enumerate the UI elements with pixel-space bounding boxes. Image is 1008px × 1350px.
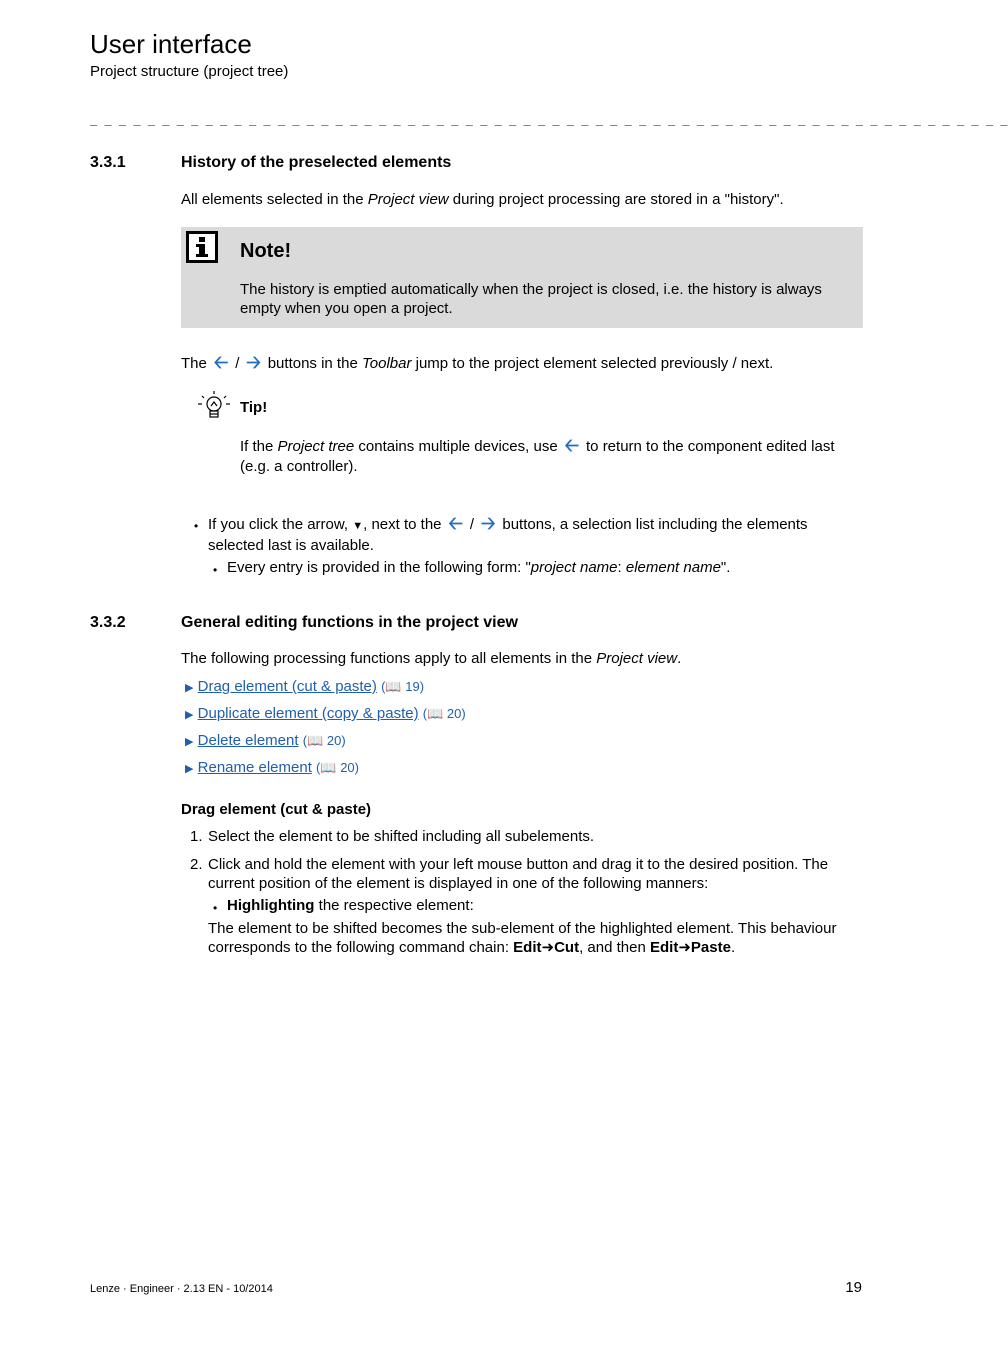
- book-icon: 📖: [385, 679, 402, 694]
- step-text-continued: current position of the element is displayed in one of the following manners:: [208, 875, 709, 892]
- triangle-right-icon: ▶: [185, 709, 194, 721]
- book-icon: 📖: [320, 760, 337, 775]
- section-title: History of the preselected elements: [181, 154, 452, 171]
- page-footer: Lenze · Engineer · 2.13 EN - 10/2014: [90, 1283, 273, 1295]
- link-rename-element[interactable]: Rename element: [197, 759, 312, 776]
- arrow-right-icon: 🡢: [246, 352, 261, 372]
- info-icon: [186, 231, 218, 263]
- link-delete-element[interactable]: Delete element: [197, 732, 299, 749]
- page-reference[interactable]: (📖 20): [422, 706, 466, 721]
- toolbar-buttons-paragraph: The 🡠 / 🡢 buttons in the Toolbar jump to the project element selected previously / next.: [181, 352, 774, 372]
- bullet-marker: •: [213, 901, 218, 915]
- arrow-right-icon: 🡢: [480, 513, 496, 533]
- tip-label: Tip!: [240, 399, 268, 416]
- triangle-right-icon: ▶: [185, 736, 194, 748]
- lightbulb-icon: [196, 389, 232, 423]
- link-item[interactable]: [185, 704, 466, 725]
- section-intro: The following processing functions apply to all elements in the Project view.: [181, 650, 682, 667]
- page-reference[interactable]: (📖 20): [302, 733, 346, 748]
- bullet-marker: •: [194, 519, 199, 533]
- header-divider: _ _ _ _ _ _ _ _ _ _ _ _ _ _ _ _ _ _ _ _ _ _ _ _ _ _ _ _ _ _ _ _ _ _ _ _ _ _ _ _ _ _ _ _ _ _ _ _ _ _ _ _ _ _ _ _ _ _ _ _ _ _ _ _: [90, 112, 1008, 126]
- book-icon: 📖: [307, 733, 324, 748]
- menu-arrow-icon: ➜: [678, 939, 691, 956]
- tip-text: If the Project tree contains multiple devices, use 🡠 to return to the component edited last: [240, 435, 835, 455]
- triangle-down-icon: ▼: [352, 520, 364, 532]
- link-drag-element[interactable]: Drag element (cut & paste): [197, 678, 377, 695]
- link-item[interactable]: [185, 731, 346, 752]
- link-duplicate-element[interactable]: Duplicate element (copy & paste): [197, 705, 419, 722]
- tip-text-continued: (e.g. a controller).: [240, 458, 358, 475]
- link-item[interactable]: [185, 677, 424, 698]
- explanation-text: The element to be shifted becomes the sub-element of the highlighted element. This behaviour: [208, 920, 837, 937]
- book-icon: 📖: [427, 706, 444, 721]
- section-number: 3.3.1: [90, 154, 126, 171]
- step-number: 1.: [190, 828, 203, 845]
- step-text: Click and hold the element with your left mouse button and drag it to the desired position. The: [208, 856, 829, 873]
- triangle-right-icon: ▶: [185, 682, 194, 694]
- section-intro: All elements selected in the Project view during project processing are stored in a "history".: [181, 191, 784, 208]
- arrow-left-icon: 🡠: [213, 352, 229, 372]
- note-label: Note!: [240, 240, 292, 262]
- page-reference[interactable]: (📖 19): [381, 679, 425, 694]
- section-number: 3.3.2: [90, 614, 126, 631]
- bullet-marker: •: [213, 563, 218, 577]
- page-header-title: User interface: [90, 29, 252, 59]
- menu-arrow-icon: ➜: [541, 939, 555, 956]
- sub-list-item: Highlighting the respective element:: [227, 897, 474, 914]
- section-title: General editing functions in the project view: [181, 614, 518, 631]
- link-item[interactable]: [185, 758, 359, 779]
- step-text: Select the element to be shifted including all subelements.: [208, 828, 595, 845]
- page-reference[interactable]: (📖 20): [316, 760, 360, 775]
- subheading: Drag element (cut & paste): [181, 801, 372, 818]
- page-header-subtitle: Project structure (project tree): [90, 63, 289, 80]
- arrow-left-icon: 🡠: [448, 513, 463, 533]
- note-text: The history is emptied automatically when the project is closed, i.e. the history is always empty when you open a project.: [240, 281, 822, 317]
- step-number: 2.: [190, 856, 203, 873]
- list-item-continued: selected last is available.: [208, 537, 374, 554]
- arrow-left-icon: 🡠: [564, 435, 580, 455]
- page-number: 19: [845, 1279, 862, 1296]
- triangle-right-icon: ▶: [185, 763, 194, 775]
- explanation-text-continued: corresponds to the following command chain: Edit➜Cut, and then Edit➜Paste.: [208, 939, 736, 956]
- sub-list-item: Every entry is provided in the following form: "project name: element name".: [227, 559, 731, 576]
- list-item: If you click the arrow, ▼, next to the 🡠 / 🡢 buttons, a selection list including the elements: [208, 513, 808, 533]
